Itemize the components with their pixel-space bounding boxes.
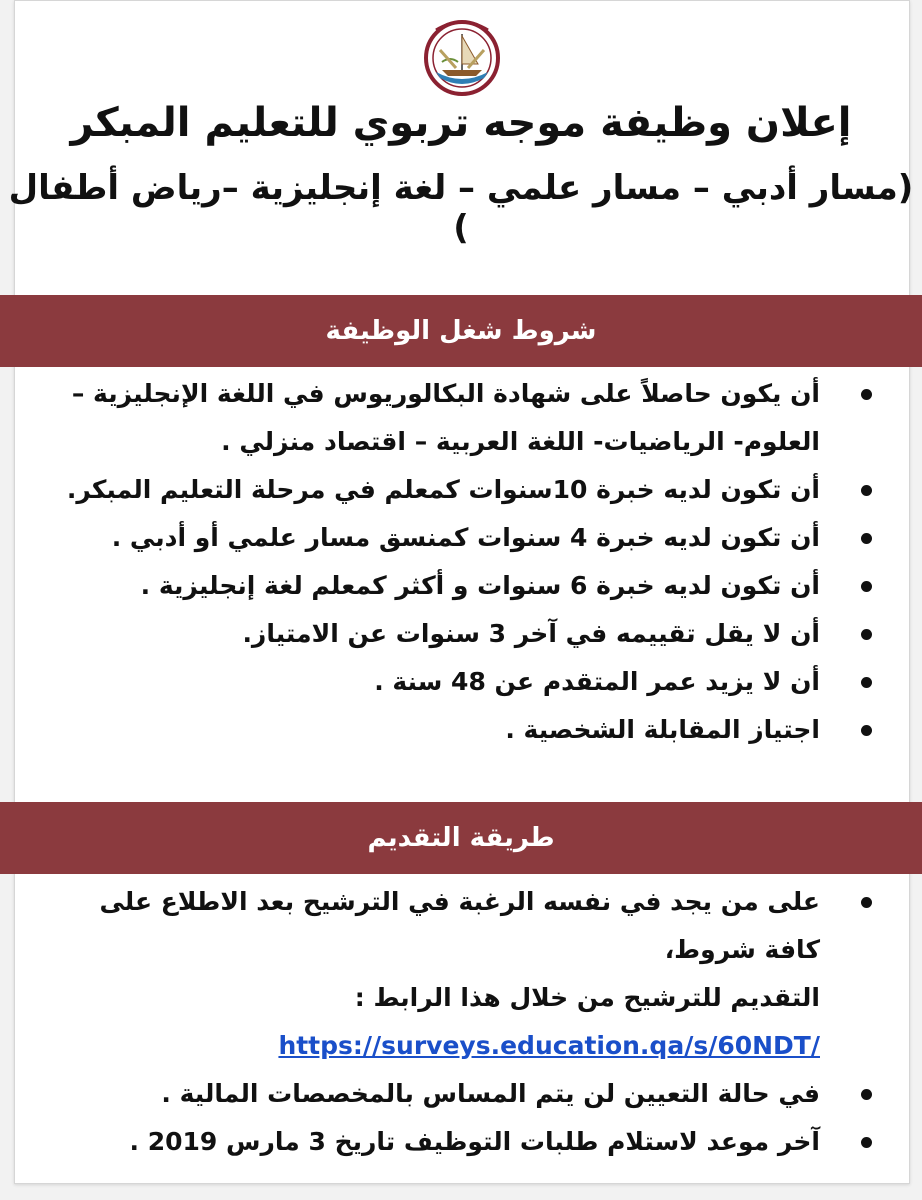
application-link[interactable]: https://surveys.education.qa/s/60NDT/ bbox=[278, 1031, 820, 1060]
bullet-icon bbox=[861, 1089, 872, 1100]
application-intro-line2: التقديم للترشيح من خلال هذا الرابط : bbox=[354, 983, 820, 1012]
list-item bbox=[40, 1118, 880, 1166]
bullet-icon bbox=[861, 389, 872, 400]
list-item bbox=[40, 370, 880, 466]
bullet-icon bbox=[861, 485, 872, 496]
list-item bbox=[40, 514, 880, 562]
bullet-icon bbox=[861, 1137, 872, 1148]
bullet-icon bbox=[861, 677, 872, 688]
list-item bbox=[40, 706, 880, 754]
bullet-icon bbox=[861, 725, 872, 736]
page-subtitle: (مسار أدبي – مسار علمي – لغة إنجليزية –رياض أطفال ) bbox=[8, 168, 914, 248]
bullet-icon bbox=[861, 581, 872, 592]
list-item bbox=[40, 658, 880, 706]
page-title: إعلان وظيفة موجه تربوي للتعليم المبكر bbox=[70, 100, 852, 146]
conditions-list bbox=[40, 370, 880, 754]
conditions-heading-band bbox=[0, 295, 922, 367]
list-item bbox=[40, 1070, 880, 1118]
list-item bbox=[40, 466, 880, 514]
list-item bbox=[40, 878, 880, 1070]
application-note: في حالة التعيين لن يتم المساس بالمخصصات المالية . bbox=[161, 1079, 820, 1108]
condition-text: أن تكون لديه خبرة 6 سنوات و أكثر كمعلم لغة إنجليزية . bbox=[140, 571, 820, 600]
application-intro-line1: على من يجد في نفسه الرغبة في الترشيح بعد الاطلاع على كافة شروط، bbox=[99, 887, 820, 964]
condition-text: أن يكون حاصلاً على شهادة البكالوريوس في اللغة الإنجليزية – العلوم- الرياضيات- اللغة العربية – اقتصاد منزلي . bbox=[71, 379, 820, 456]
condition-text: أن لا يقل تقييمه في آخر 3 سنوات عن الامتياز. bbox=[242, 619, 820, 648]
condition-text: اجتياز المقابلة الشخصية . bbox=[505, 715, 820, 744]
conditions-heading: شروط شغل الوظيفة bbox=[325, 316, 597, 346]
list-item bbox=[40, 610, 880, 658]
list-item bbox=[40, 562, 880, 610]
bullet-icon bbox=[861, 629, 872, 640]
bullet-icon bbox=[861, 897, 872, 908]
application-heading-band bbox=[0, 802, 922, 874]
application-list bbox=[40, 878, 880, 1166]
application-heading: طريقة التقديم bbox=[367, 823, 555, 853]
bullet-icon bbox=[861, 533, 872, 544]
qatar-emblem-logo bbox=[406, 12, 518, 100]
condition-text: أن تكون لديه خبرة 4 سنوات كمنسق مسار علمي أو أدبي . bbox=[111, 523, 820, 552]
condition-text: أن تكون لديه خبرة 10سنوات كمعلم في مرحلة التعليم المبكر. bbox=[66, 475, 820, 504]
application-deadline: آخر موعد لاستلام طلبات التوظيف تاريخ 3 مارس 2019 . bbox=[129, 1127, 820, 1156]
condition-text: أن لا يزيد عمر المتقدم عن 48 سنة . bbox=[374, 667, 820, 696]
